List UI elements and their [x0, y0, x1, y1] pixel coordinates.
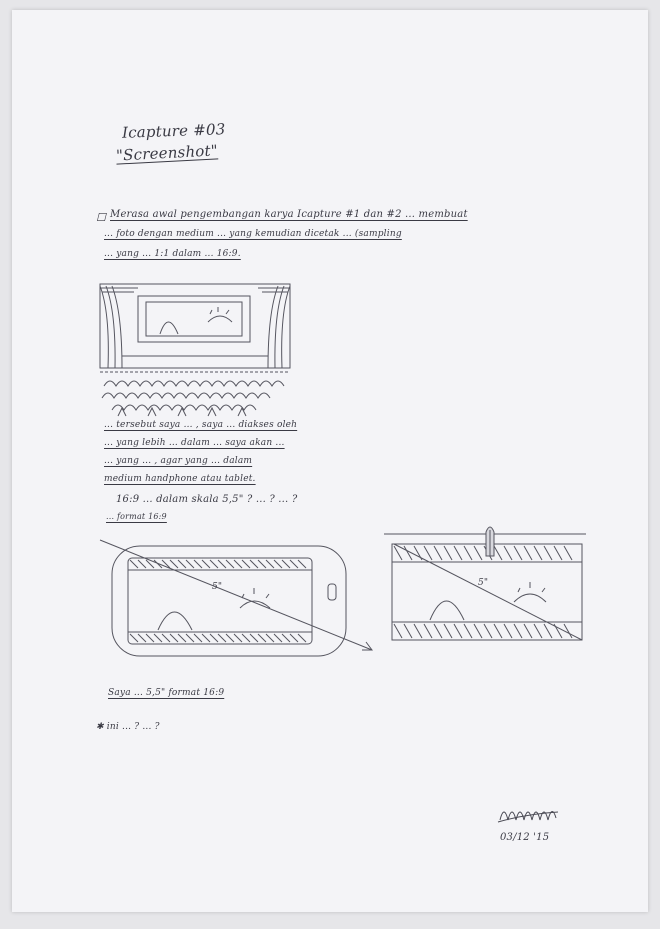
checkbox-glyph: ☐: [96, 211, 107, 224]
question-line-2: ... format 16:9: [106, 512, 167, 521]
page-subtitle: "Screenshot": [115, 141, 219, 165]
paragraph-line-4: medium handphone atau tablet.: [104, 474, 256, 484]
note-line: ✱ ini ... ? ... ?: [96, 722, 160, 732]
paper-sheet: [12, 10, 648, 912]
phone-sketch-label: 5": [212, 582, 223, 592]
intro-line-3: ... yang ... 1:1 dalam ... 16:9.: [104, 249, 241, 259]
question-line-1: 16:9 ... dalam skala 5,5" ? ... ? ... ?: [116, 494, 298, 505]
frame-sketch-label: 5": [478, 578, 489, 588]
signature-date: 03/12 '15: [500, 832, 550, 843]
phone-sketch: [80, 538, 376, 658]
cinema-sketch: [98, 282, 294, 418]
paragraph-line-2: ... yang lebih ... dalam ... saya akan ...: [104, 438, 285, 448]
page-title: Icapture #03: [121, 120, 226, 142]
conclusion-line: Saya ... 5,5" format 16:9: [108, 688, 225, 698]
signature-mark: [496, 800, 560, 826]
paragraph-line-1: ... tersebut saya ... , saya ... diakses oleh: [104, 420, 298, 430]
intro-line-1: Merasa awal pengembangan karya Icapture #1 dan #2 ... membuat: [110, 209, 468, 220]
frame-sketch: [374, 530, 594, 650]
paragraph-line-3: ... yang ... , agar yang ... dalam: [104, 456, 253, 466]
intro-line-2: ... foto dengan medium ... yang kemudian dicetak ... (sampling: [104, 229, 402, 239]
